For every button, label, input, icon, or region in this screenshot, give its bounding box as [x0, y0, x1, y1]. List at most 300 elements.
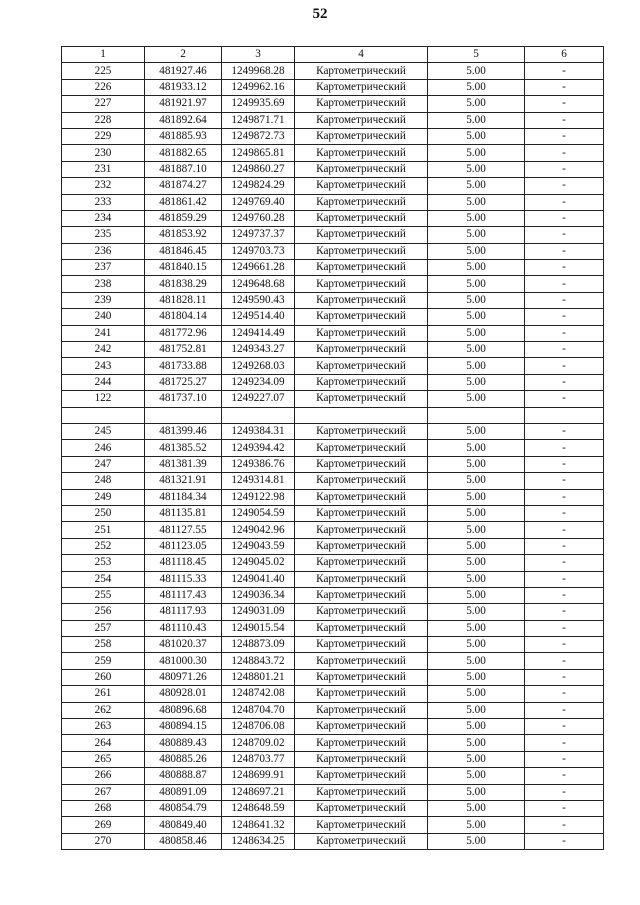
table-row	[62, 145, 604, 161]
y-coordinate-cell: 1248634.25	[222, 833, 295, 849]
note-cell: -	[525, 522, 604, 538]
note-cell: -	[525, 800, 604, 816]
method-cell: Картометрический	[295, 210, 428, 226]
note-cell: -	[525, 423, 604, 439]
point-number-cell: 243	[62, 358, 145, 374]
accuracy-cell: 5.00	[428, 702, 525, 718]
x-coordinate-cell: 481135.81	[145, 505, 222, 521]
table-row	[62, 260, 604, 276]
point-number-cell: 241	[62, 325, 145, 341]
y-coordinate-cell: 1248704.70	[222, 702, 295, 718]
note-cell: -	[525, 686, 604, 702]
method-cell: Картометрический	[295, 440, 428, 456]
accuracy-cell: 5.00	[428, 784, 525, 800]
y-coordinate-cell: 1249384.31	[222, 423, 295, 439]
accuracy-cell: 5.00	[428, 210, 525, 226]
point-number-cell: 257	[62, 620, 145, 636]
accuracy-cell: 5.00	[428, 96, 525, 112]
accuracy-cell: 5.00	[428, 735, 525, 751]
note-cell: -	[525, 571, 604, 587]
table-row	[62, 309, 604, 325]
point-number-cell: 227	[62, 96, 145, 112]
y-coordinate-cell: 1248697.21	[222, 784, 295, 800]
method-cell: Картометрический	[295, 194, 428, 210]
note-cell: -	[525, 768, 604, 784]
note-cell: -	[525, 538, 604, 554]
note-cell: -	[525, 260, 604, 276]
note-cell: -	[525, 243, 604, 259]
method-cell: Картометрический	[295, 128, 428, 144]
y-coordinate-cell: 1249045.02	[222, 555, 295, 571]
method-cell: Картометрический	[295, 538, 428, 554]
point-number-cell: 258	[62, 637, 145, 653]
y-coordinate-cell: 1249590.43	[222, 292, 295, 308]
column-header-5: 5	[428, 47, 525, 63]
point-number-cell: 237	[62, 260, 145, 276]
method-cell: Картометрический	[295, 800, 428, 816]
note-cell: -	[525, 456, 604, 472]
note-cell: -	[525, 604, 604, 620]
point-number-cell: 261	[62, 686, 145, 702]
y-coordinate-cell: 1249661.28	[222, 260, 295, 276]
note-cell: -	[525, 63, 604, 79]
y-coordinate-cell: 1248873.09	[222, 637, 295, 653]
x-coordinate-cell: 480891.09	[145, 784, 222, 800]
y-coordinate-cell: 1248699.91	[222, 768, 295, 784]
table-row	[62, 555, 604, 571]
x-coordinate-cell: 481725.27	[145, 374, 222, 390]
y-coordinate-cell: 1249343.27	[222, 342, 295, 358]
x-coordinate-cell: 481885.93	[145, 128, 222, 144]
y-coordinate-cell: 1248801.21	[222, 669, 295, 685]
point-number-cell: 236	[62, 243, 145, 259]
note-cell: -	[525, 292, 604, 308]
accuracy-cell: 5.00	[428, 63, 525, 79]
accuracy-cell: 5.00	[428, 374, 525, 390]
accuracy-cell: 5.00	[428, 423, 525, 439]
x-coordinate-cell: 481859.29	[145, 210, 222, 226]
x-coordinate-cell: 481927.46	[145, 63, 222, 79]
y-coordinate-cell: 1249043.59	[222, 538, 295, 554]
note-cell: -	[525, 817, 604, 833]
note-cell: -	[525, 210, 604, 226]
point-number-cell: 256	[62, 604, 145, 620]
table-row	[62, 817, 604, 833]
method-cell: Картометрический	[295, 374, 428, 390]
point-number-cell: 249	[62, 489, 145, 505]
table-row	[62, 210, 604, 226]
x-coordinate-cell: 481874.27	[145, 178, 222, 194]
accuracy-cell: 5.00	[428, 292, 525, 308]
note-cell: -	[525, 194, 604, 210]
table-row	[62, 161, 604, 177]
point-number-cell: 235	[62, 227, 145, 243]
method-cell: Картометрический	[295, 292, 428, 308]
note-cell: -	[525, 128, 604, 144]
accuracy-cell: 5.00	[428, 325, 525, 341]
table-row	[62, 538, 604, 554]
table-row	[62, 473, 604, 489]
note-cell: -	[525, 342, 604, 358]
x-coordinate-cell: 481840.15	[145, 260, 222, 276]
table-row	[62, 79, 604, 95]
accuracy-cell: 5.00	[428, 145, 525, 161]
point-number-cell: 270	[62, 833, 145, 849]
x-coordinate-cell: 481846.45	[145, 243, 222, 259]
note-cell: -	[525, 555, 604, 571]
accuracy-cell: 5.00	[428, 637, 525, 653]
note-cell: -	[525, 653, 604, 669]
y-coordinate-cell: 1249268.03	[222, 358, 295, 374]
accuracy-cell: 5.00	[428, 604, 525, 620]
accuracy-cell: 5.00	[428, 260, 525, 276]
note-cell: -	[525, 145, 604, 161]
point-number-cell: 229	[62, 128, 145, 144]
accuracy-cell: 5.00	[428, 440, 525, 456]
x-coordinate-cell: 481828.11	[145, 292, 222, 308]
column-header-3: 3	[222, 47, 295, 63]
y-coordinate-cell: 1249962.16	[222, 79, 295, 95]
x-coordinate-cell: 480885.26	[145, 751, 222, 767]
table-row	[62, 719, 604, 735]
note-cell: -	[525, 276, 604, 292]
method-cell: Картометрический	[295, 391, 428, 407]
point-number-cell: 252	[62, 538, 145, 554]
x-coordinate-cell: 481933.12	[145, 79, 222, 95]
note-cell: -	[525, 473, 604, 489]
point-number-cell: 250	[62, 505, 145, 521]
note-cell: -	[525, 669, 604, 685]
point-number-cell: 122	[62, 391, 145, 407]
x-coordinate-cell: 481399.46	[145, 423, 222, 439]
method-cell: Картометрический	[295, 817, 428, 833]
point-number-cell: 234	[62, 210, 145, 226]
table-row	[62, 505, 604, 521]
accuracy-cell: 5.00	[428, 473, 525, 489]
x-coordinate-cell: 481882.65	[145, 145, 222, 161]
note-cell: -	[525, 309, 604, 325]
x-coordinate-cell: 481853.92	[145, 227, 222, 243]
note-cell: -	[525, 325, 604, 341]
accuracy-cell: 5.00	[428, 358, 525, 374]
x-coordinate-cell: 481804.14	[145, 309, 222, 325]
point-number-cell: 255	[62, 587, 145, 603]
method-cell: Картометрический	[295, 342, 428, 358]
table-row	[62, 522, 604, 538]
y-coordinate-cell: 1249394.42	[222, 440, 295, 456]
accuracy-cell: 5.00	[428, 669, 525, 685]
x-coordinate-cell: 480849.40	[145, 817, 222, 833]
accuracy-cell: 5.00	[428, 79, 525, 95]
x-coordinate-cell: 481381.39	[145, 456, 222, 472]
accuracy-cell: 5.00	[428, 391, 525, 407]
point-number-cell: 262	[62, 702, 145, 718]
point-number-cell: 248	[62, 473, 145, 489]
y-coordinate-cell: 1249737.37	[222, 227, 295, 243]
point-number-cell: 231	[62, 161, 145, 177]
y-coordinate-cell: 1248641.32	[222, 817, 295, 833]
method-cell: Картометрический	[295, 276, 428, 292]
table-row	[62, 440, 604, 456]
column-header-4: 4	[295, 47, 428, 63]
x-coordinate-cell: 481184.34	[145, 489, 222, 505]
table-row	[62, 735, 604, 751]
point-number-cell: 242	[62, 342, 145, 358]
point-number-cell: 238	[62, 276, 145, 292]
method-cell: Картометрический	[295, 161, 428, 177]
table-row	[62, 784, 604, 800]
note-cell: -	[525, 112, 604, 128]
note-cell: -	[525, 637, 604, 653]
method-cell: Картометрический	[295, 768, 428, 784]
accuracy-cell: 5.00	[428, 751, 525, 767]
point-number-cell: 260	[62, 669, 145, 685]
y-coordinate-cell: 1248706.08	[222, 719, 295, 735]
y-coordinate-cell: 1249036.34	[222, 587, 295, 603]
y-coordinate-cell: 1249872.73	[222, 128, 295, 144]
table-row	[62, 751, 604, 767]
point-number-cell: 246	[62, 440, 145, 456]
method-cell: Картометрический	[295, 112, 428, 128]
note-cell: -	[525, 440, 604, 456]
table-row	[62, 325, 604, 341]
accuracy-cell: 5.00	[428, 128, 525, 144]
accuracy-cell: 5.00	[428, 112, 525, 128]
accuracy-cell: 5.00	[428, 538, 525, 554]
method-cell: Картометрический	[295, 735, 428, 751]
page-number: 52	[312, 6, 328, 22]
point-number-cell: 264	[62, 735, 145, 751]
y-coordinate-cell: 1249648.68	[222, 276, 295, 292]
point-number-cell: 267	[62, 784, 145, 800]
x-coordinate-cell: 481115.33	[145, 571, 222, 587]
accuracy-cell: 5.00	[428, 227, 525, 243]
accuracy-cell: 5.00	[428, 309, 525, 325]
y-coordinate-cell: 1249871.71	[222, 112, 295, 128]
note-cell: -	[525, 620, 604, 636]
y-coordinate-cell: 1249314.81	[222, 473, 295, 489]
note-cell: -	[525, 505, 604, 521]
point-number-cell: 230	[62, 145, 145, 161]
point-number-cell: 245	[62, 423, 145, 439]
accuracy-cell: 5.00	[428, 587, 525, 603]
y-coordinate-cell: 1249234.09	[222, 374, 295, 390]
table-row	[62, 587, 604, 603]
x-coordinate-cell: 481000.30	[145, 653, 222, 669]
y-coordinate-cell: 1248742.08	[222, 686, 295, 702]
table-row	[62, 63, 604, 79]
table-row	[62, 407, 604, 423]
x-coordinate-cell: 481118.45	[145, 555, 222, 571]
accuracy-cell: 5.00	[428, 800, 525, 816]
method-cell: Картометрический	[295, 473, 428, 489]
y-coordinate-cell: 1248843.72	[222, 653, 295, 669]
accuracy-cell: 5.00	[428, 505, 525, 521]
x-coordinate-cell: 481752.81	[145, 342, 222, 358]
note-cell: -	[525, 178, 604, 194]
accuracy-cell: 5.00	[428, 620, 525, 636]
method-cell: Картометрический	[295, 423, 428, 439]
table-header-row	[62, 47, 604, 63]
table-row	[62, 423, 604, 439]
note-cell: -	[525, 358, 604, 374]
method-cell: Картометрический	[295, 669, 428, 685]
note-cell: -	[525, 587, 604, 603]
method-cell: Картометрический	[295, 489, 428, 505]
x-coordinate-cell: 481861.42	[145, 194, 222, 210]
method-cell: Картометрический	[295, 456, 428, 472]
method-cell: Картометрический	[295, 227, 428, 243]
note-cell: -	[525, 784, 604, 800]
table-row	[62, 342, 604, 358]
table-row	[62, 637, 604, 653]
method-cell: Картометрический	[295, 784, 428, 800]
table-row	[62, 702, 604, 718]
note-cell: -	[525, 161, 604, 177]
x-coordinate-cell: 481123.05	[145, 538, 222, 554]
point-number-cell: 265	[62, 751, 145, 767]
y-coordinate-cell: 1249968.28	[222, 63, 295, 79]
y-coordinate-cell: 1249935.69	[222, 96, 295, 112]
method-cell: Картометрический	[295, 637, 428, 653]
accuracy-cell: 5.00	[428, 686, 525, 702]
method-cell: Картометрический	[295, 833, 428, 849]
x-coordinate-cell: 481737.10	[145, 391, 222, 407]
accuracy-cell: 5.00	[428, 653, 525, 669]
accuracy-cell: 5.00	[428, 456, 525, 472]
method-cell: Картометрический	[295, 751, 428, 767]
x-coordinate-cell: 481117.93	[145, 604, 222, 620]
table-row	[62, 653, 604, 669]
x-coordinate-cell: 481892.64	[145, 112, 222, 128]
table-row	[62, 571, 604, 587]
y-coordinate-cell: 1249122.98	[222, 489, 295, 505]
note-cell: -	[525, 391, 604, 407]
note-cell: -	[525, 374, 604, 390]
x-coordinate-cell: 480889.43	[145, 735, 222, 751]
table-row	[62, 194, 604, 210]
table-row	[62, 456, 604, 472]
accuracy-cell: 5.00	[428, 178, 525, 194]
note-cell: -	[525, 751, 604, 767]
y-coordinate-cell: 1249054.59	[222, 505, 295, 521]
accuracy-cell: 5.00	[428, 194, 525, 210]
table-row	[62, 292, 604, 308]
column-header-1: 1	[62, 47, 145, 63]
method-cell: Картометрический	[295, 719, 428, 735]
point-number-cell: 225	[62, 63, 145, 79]
x-coordinate-cell: 481733.88	[145, 358, 222, 374]
y-coordinate-cell: 1249865.81	[222, 145, 295, 161]
x-coordinate-cell: 481385.52	[145, 440, 222, 456]
table-row	[62, 227, 604, 243]
y-coordinate-cell: 1249031.09	[222, 604, 295, 620]
note-cell: -	[525, 96, 604, 112]
y-coordinate-cell: 1248709.02	[222, 735, 295, 751]
accuracy-cell: 5.00	[428, 768, 525, 784]
x-coordinate-cell: 481921.97	[145, 96, 222, 112]
accuracy-cell: 5.00	[428, 489, 525, 505]
x-coordinate-cell: 480894.15	[145, 719, 222, 735]
x-coordinate-cell: 481321.91	[145, 473, 222, 489]
x-coordinate-cell: 480896.68	[145, 702, 222, 718]
method-cell: Картометрический	[295, 96, 428, 112]
point-number-cell: 266	[62, 768, 145, 784]
point-number-cell: 226	[62, 79, 145, 95]
table-row	[62, 768, 604, 784]
method-cell: Картометрический	[295, 63, 428, 79]
method-cell: Картометрический	[295, 686, 428, 702]
y-coordinate-cell: 1249824.29	[222, 178, 295, 194]
method-cell: Картометрический	[295, 243, 428, 259]
x-coordinate-cell: 481020.37	[145, 637, 222, 653]
point-number-cell: 268	[62, 800, 145, 816]
point-number-cell: 269	[62, 817, 145, 833]
table-row	[62, 276, 604, 292]
method-cell	[295, 407, 428, 423]
table-row	[62, 374, 604, 390]
table-row	[62, 800, 604, 816]
table-row	[62, 178, 604, 194]
note-cell: -	[525, 227, 604, 243]
x-coordinate-cell: 481838.29	[145, 276, 222, 292]
y-coordinate-cell: 1249227.07	[222, 391, 295, 407]
note-cell: -	[525, 79, 604, 95]
coordinates-table	[61, 46, 604, 850]
method-cell: Картометрический	[295, 702, 428, 718]
y-coordinate-cell: 1249703.73	[222, 243, 295, 259]
y-coordinate-cell: 1249514.40	[222, 309, 295, 325]
method-cell: Картометрический	[295, 309, 428, 325]
y-coordinate-cell: 1249860.27	[222, 161, 295, 177]
x-coordinate-cell: 480971.26	[145, 669, 222, 685]
method-cell: Картометрический	[295, 587, 428, 603]
note-cell: -	[525, 735, 604, 751]
method-cell: Картометрический	[295, 260, 428, 276]
point-number-cell	[62, 407, 145, 423]
accuracy-cell: 5.00	[428, 522, 525, 538]
y-coordinate-cell: 1249414.49	[222, 325, 295, 341]
y-coordinate-cell	[222, 407, 295, 423]
accuracy-cell: 5.00	[428, 342, 525, 358]
point-number-cell: 259	[62, 653, 145, 669]
note-cell: -	[525, 719, 604, 735]
point-number-cell: 263	[62, 719, 145, 735]
table-row	[62, 128, 604, 144]
x-coordinate-cell: 480888.87	[145, 768, 222, 784]
x-coordinate-cell: 480854.79	[145, 800, 222, 816]
note-cell: -	[525, 833, 604, 849]
note-cell: -	[525, 489, 604, 505]
method-cell: Картометрический	[295, 325, 428, 341]
table-row	[62, 243, 604, 259]
x-coordinate-cell: 481887.10	[145, 161, 222, 177]
table-row	[62, 358, 604, 374]
table-body	[62, 63, 604, 850]
method-cell: Картометрический	[295, 79, 428, 95]
point-number-cell: 239	[62, 292, 145, 308]
x-coordinate-cell	[145, 407, 222, 423]
point-number-cell: 254	[62, 571, 145, 587]
y-coordinate-cell: 1249769.40	[222, 194, 295, 210]
method-cell: Картометрический	[295, 505, 428, 521]
method-cell: Картометрический	[295, 522, 428, 538]
point-number-cell: 244	[62, 374, 145, 390]
table-row	[62, 604, 604, 620]
table-row	[62, 489, 604, 505]
point-number-cell: 253	[62, 555, 145, 571]
method-cell: Картометрический	[295, 604, 428, 620]
